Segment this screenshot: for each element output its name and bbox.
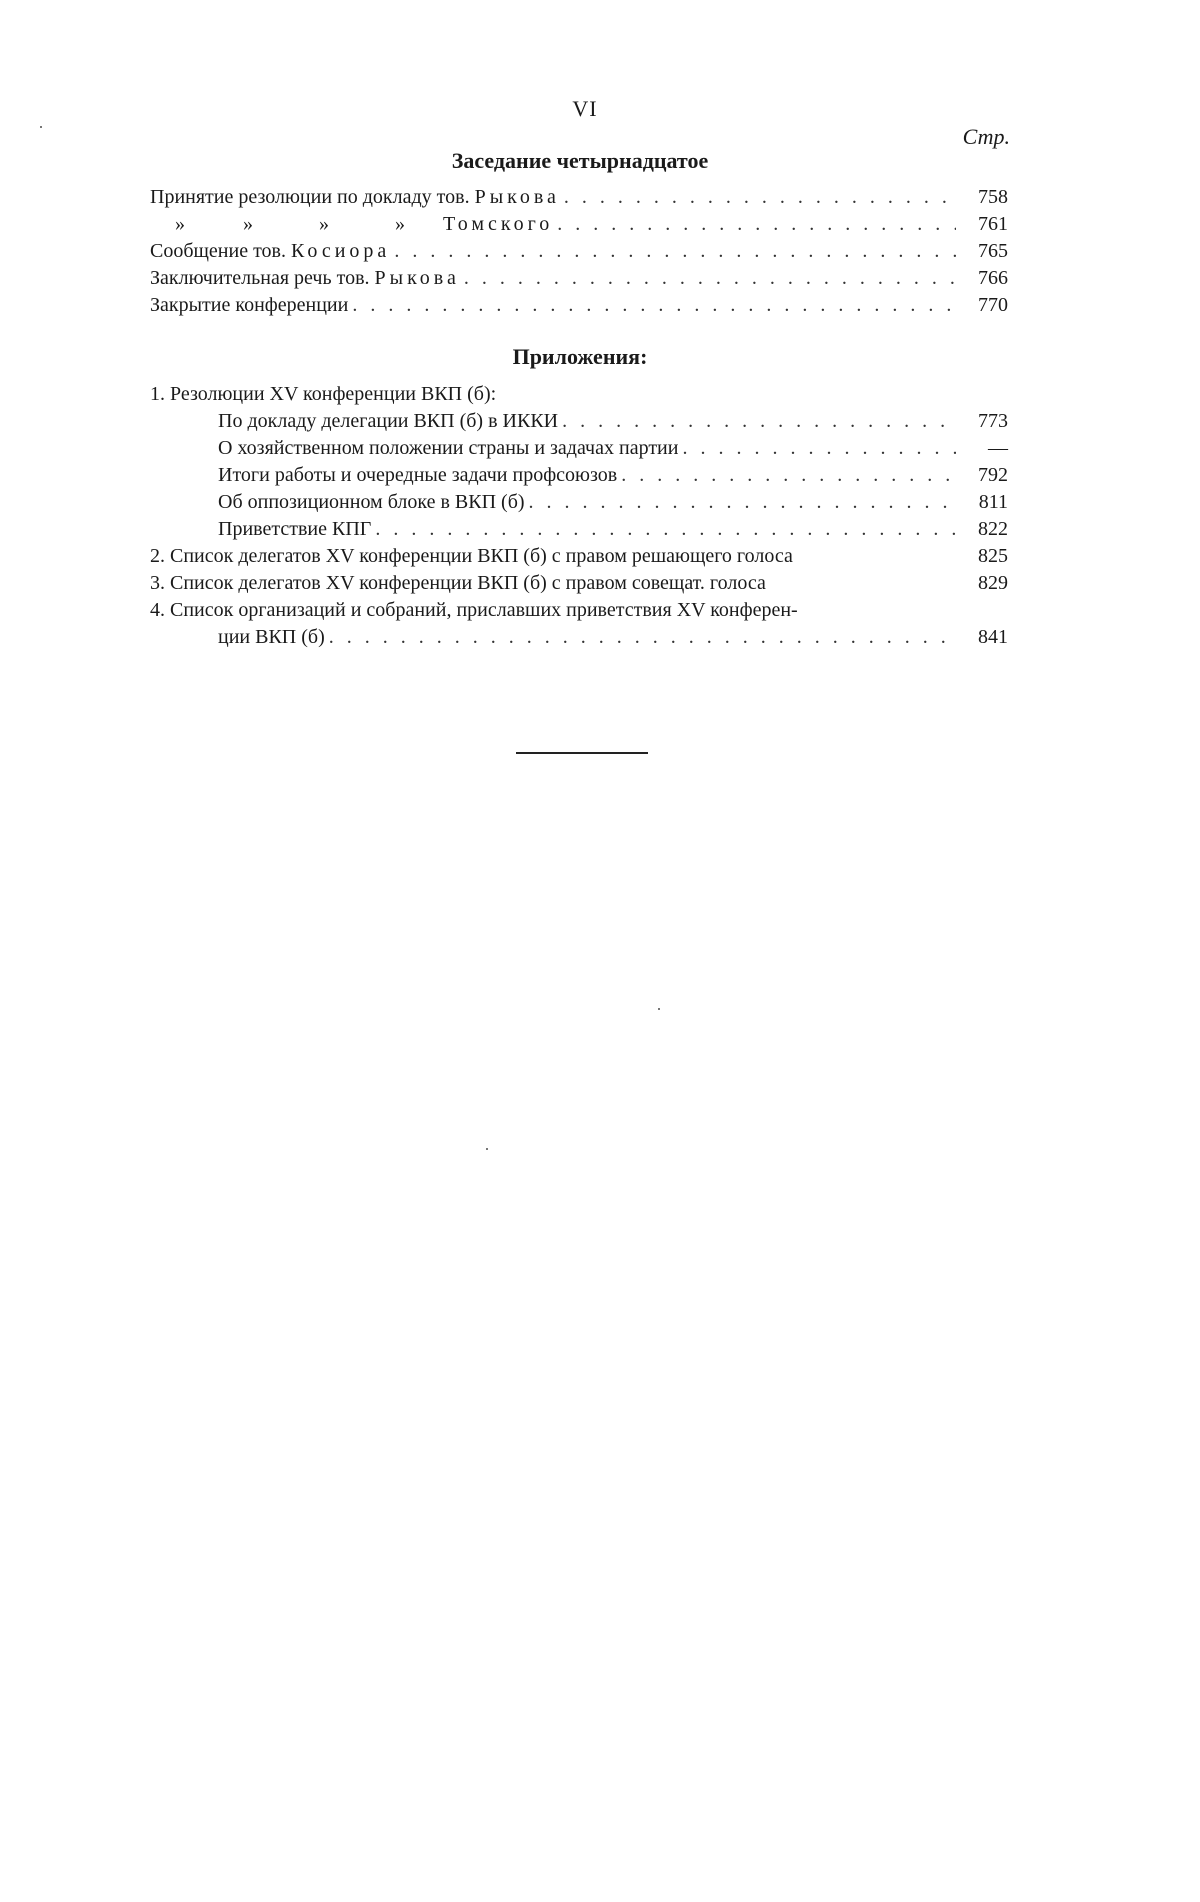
page-ref: 811 <box>978 491 1008 513</box>
closing-rule <box>516 752 648 754</box>
ditto-mark: » <box>319 213 329 235</box>
page-ref: 758 <box>978 186 1008 208</box>
page-ref: 822 <box>978 518 1008 540</box>
leader-dots <box>329 624 956 651</box>
toc-entry <box>150 211 1008 238</box>
toc-entry: Об оппозиционном блоке в ВКП (б) . . . 811 <box>150 489 1008 516</box>
speaker-name: Томского <box>443 213 554 235</box>
page-ref: 825 <box>978 545 1008 567</box>
toc-entry-line-1: 4. Список организаций и собраний, приславших приветствия XV конферен- <box>150 599 798 621</box>
leader-dots <box>464 265 956 292</box>
scan-speck <box>40 126 42 128</box>
toc-item-heading: 1. Резолюции XV конференции ВКП (б): <box>150 383 497 405</box>
speaker-name: Рыкова <box>374 267 460 289</box>
page-ref: 841 <box>978 626 1008 648</box>
toc-section-2 <box>150 381 1008 651</box>
leader-dots <box>562 408 956 435</box>
toc-entry: Принятие резолюции по докладу тов. Рыкова . . . 758 <box>150 184 1008 211</box>
toc-entry: Итоги работы и очередные задачи профсоюзов . . . 792 <box>150 462 1008 489</box>
toc-entry: По докладу делегации ВКП (б) в ИККИ . . . 773 <box>150 408 1008 435</box>
page-ref: 773 <box>978 410 1008 432</box>
leader-dots <box>557 211 956 238</box>
page-ref: 792 <box>978 464 1008 486</box>
page-ref: 829 <box>978 572 1008 594</box>
leader-dots <box>682 435 956 462</box>
toc-entry: Закрытие конференции . . . 770 <box>150 292 1008 319</box>
page-ref: — <box>988 437 1008 459</box>
ditto-mark: » <box>175 213 185 235</box>
speaker-name: Рыкова <box>474 186 560 208</box>
page-ref: 766 <box>978 267 1008 289</box>
toc-entry: Сообщение тов. Косиора . . . 765 <box>150 238 1008 265</box>
toc-entry: Приветствие КПГ . . . 822 <box>150 516 1008 543</box>
toc-section-1 <box>150 184 1008 319</box>
page-ref: 770 <box>978 294 1008 316</box>
section-title-session-14: Заседание четырнадцатое <box>451 148 709 173</box>
speaker-name: Косиора <box>291 240 391 262</box>
toc-entry: Заключительная речь тов. Рыкова . . . 766 <box>150 265 1008 292</box>
leader-dots <box>621 462 956 489</box>
leader-dots <box>529 489 956 516</box>
leader-dots <box>564 184 956 211</box>
page-ref: 761 <box>978 213 1008 235</box>
leader-dots <box>352 292 956 319</box>
toc-entry: 2. Список делегатов XV конференции ВКП (б) с правом решающего голоса 825 <box>150 543 1008 570</box>
leader-dots <box>394 238 956 265</box>
scan-speck <box>658 1008 660 1010</box>
section-title-appendices: Приложения: <box>512 344 648 369</box>
toc-entry: О хозяйственном положении страны и задачах партии . . . — <box>150 435 1008 462</box>
toc-entry-line-2: ции ВКП (б) . . . 841 <box>150 624 1008 651</box>
toc-entry: 3. Список делегатов XV конференции ВКП (б) с правом совещат. голоса 829 <box>150 570 1008 597</box>
page-ref: 765 <box>978 240 1008 262</box>
ditto-mark: » <box>243 213 253 235</box>
scan-speck <box>486 1148 488 1150</box>
ditto-mark: » <box>395 213 405 235</box>
leader-dots <box>375 516 956 543</box>
page-number: VI <box>572 96 598 121</box>
page-column-header: Стр. <box>962 124 1010 149</box>
